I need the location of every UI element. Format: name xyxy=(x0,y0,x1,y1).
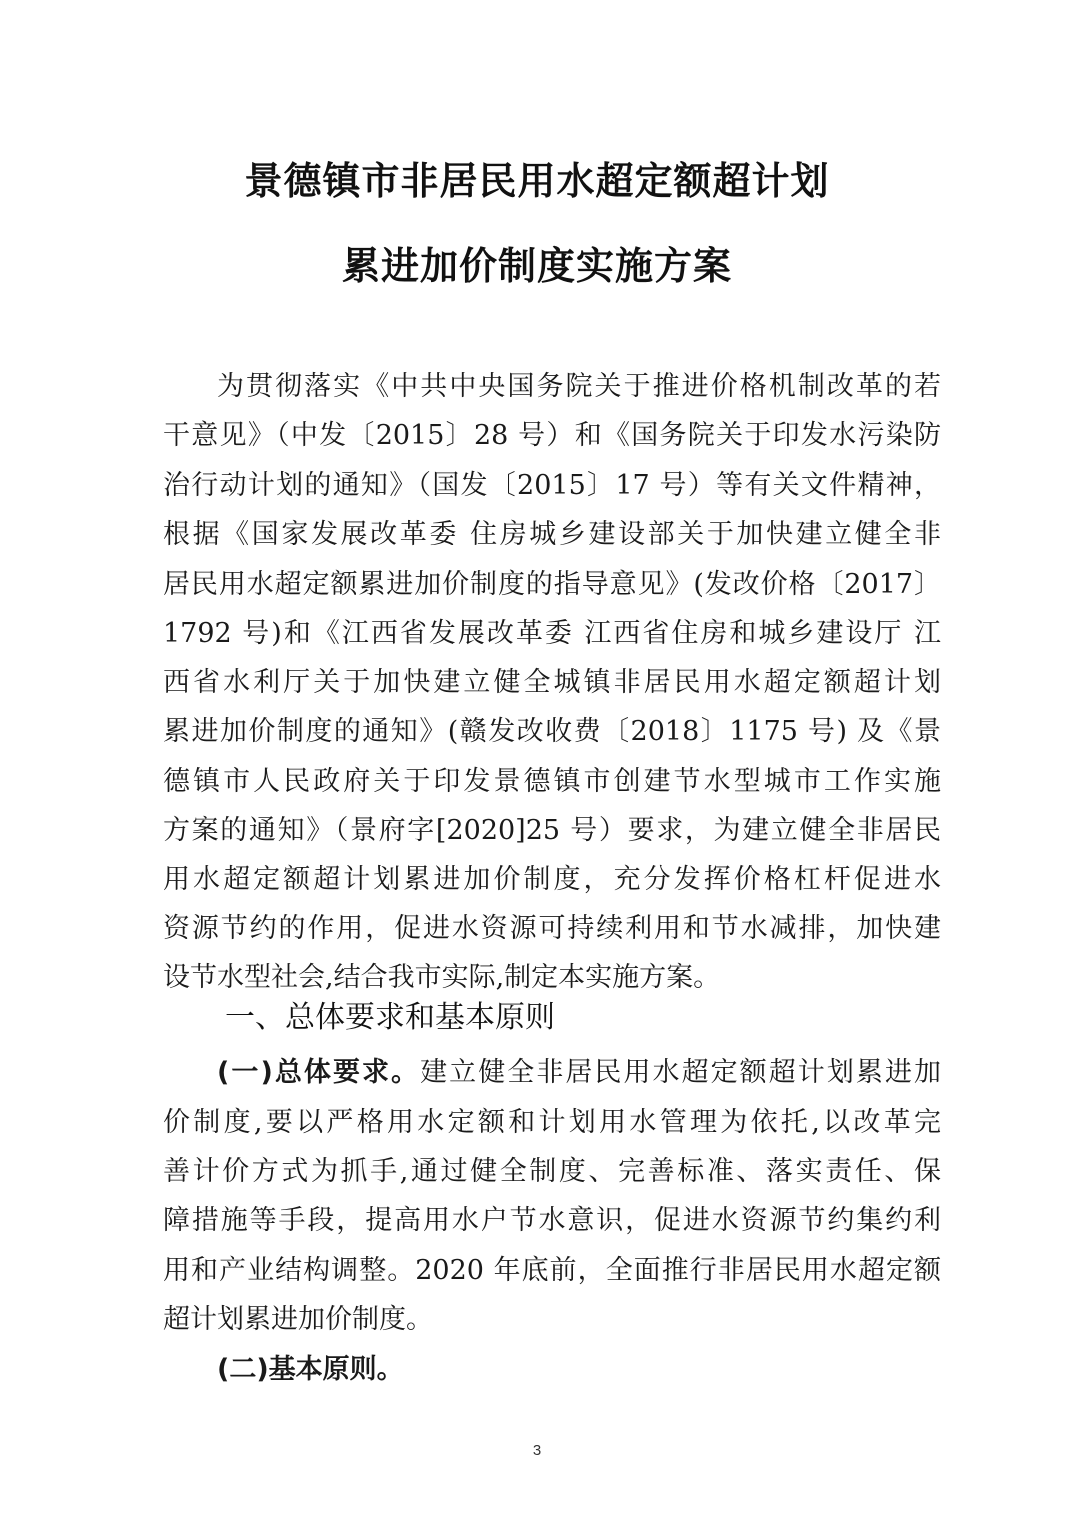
intro-line-7: 西省水利厅关于加快建立健全城镇非居民用水超定额超计划 xyxy=(163,667,941,698)
intro-line-2: 干意见》（中发〔2015〕28 号）和《国务院关于印发水污染防 xyxy=(163,420,941,451)
intro-line-1: 为贯彻落实《中共中央国务院关于推进价格机制改革的若 xyxy=(217,371,941,402)
subsection-1-line-4: 障措施等手段，提高用水户节水意识，促进水资源节约集约利 xyxy=(163,1205,941,1236)
subsection-1-line-5: 用和产业结构调整。2020 年底前，全面推行非居民用水超定额 xyxy=(163,1255,941,1286)
subsection-1-first-rest: 建立健全非居民用水超定额超计划累进加 xyxy=(420,1057,941,1088)
subsection-1-lead: (一)总体要求。 xyxy=(217,1057,421,1088)
subsection-1-line-2: 价制度,要以严格用水定额和计划用水管理为依托,以改革完 xyxy=(163,1107,941,1138)
document-title-line-1: 景德镇市非居民用水超定额超计划 xyxy=(244,159,830,203)
section-1-heading: 一、总体要求和基本原则 xyxy=(225,1000,555,1035)
intro-line-5: 居民用水超定额累进加价制度的指导意见》(发改价格〔2017〕 xyxy=(163,569,941,600)
subsection-1-line-3: 善计价方式为抓手,通过健全制度、完善标准、落实责任、保 xyxy=(163,1156,941,1187)
intro-line-9: 德镇市人民政府关于印发景德镇市创建节水型城市工作实施 xyxy=(163,766,941,797)
intro-line-10: 方案的通知》（景府字[2020]25 号）要求，为建立健全非居民 xyxy=(163,815,941,846)
intro-line-13: 设节水型社会,结合我市实际,制定本实施方案。 xyxy=(163,962,721,993)
intro-line-3: 治行动计划的通知》（国发〔2015〕17 号）等有关文件精神， xyxy=(163,470,941,501)
intro-line-8: 累进加价制度的通知》(赣发改收费〔2018〕1175 号) 及《景 xyxy=(163,716,941,747)
intro-line-11: 用水超定额超计划累进加价制度，充分发挥价格杠杆促进水 xyxy=(163,864,941,895)
subsection-1-first-line xyxy=(217,1053,941,1093)
document-title-line-2: 累进加价制度实施方案 xyxy=(341,244,732,288)
intro-line-12: 资源节约的作用，促进水资源可持续利用和节水减排，加快建 xyxy=(163,913,941,944)
page-number: 3 xyxy=(532,1442,542,1459)
intro-line-6: 1792 号)和《江西省发展改革委 江西省住房和城乡建设厅 江 xyxy=(163,618,941,649)
intro-line-4: 根据《国家发展改革委 住房城乡建设部关于加快建立健全非 xyxy=(163,519,941,550)
subsection-2-heading: (二)基本原则。 xyxy=(217,1354,404,1385)
subsection-1-line-6: 超计划累进加价制度。 xyxy=(163,1304,433,1335)
